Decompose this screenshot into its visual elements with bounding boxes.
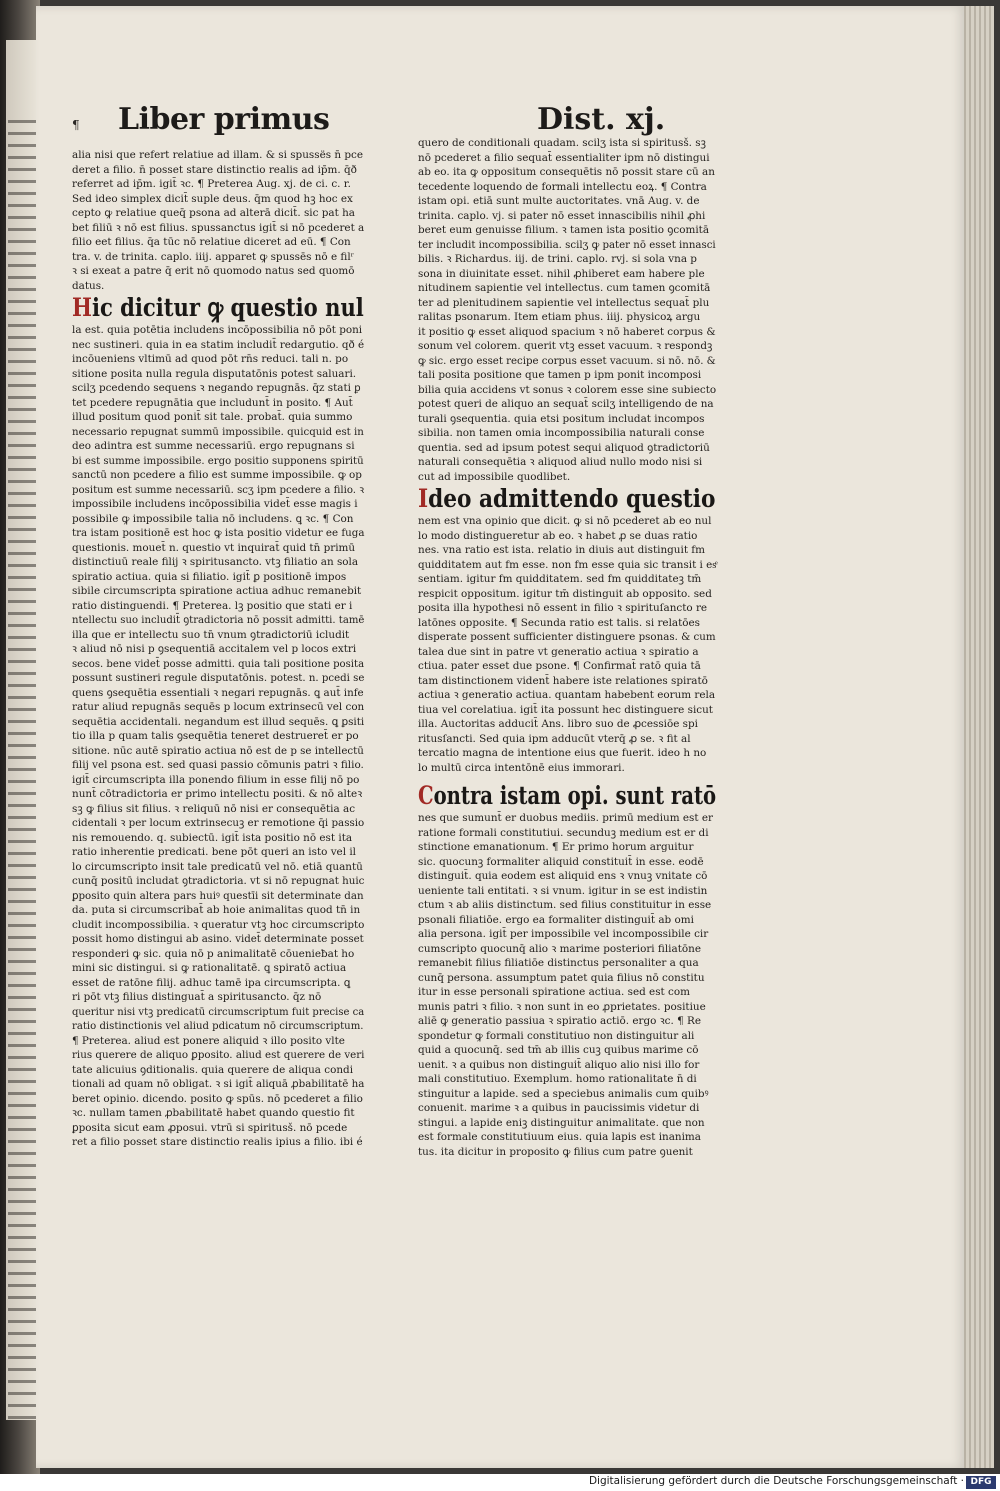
text-line: nec sustineri. quia in ea statim includit̄ redargutio. qð é (72, 338, 365, 351)
text-line: tra. v. de trinita. caplo. iiij. apparet ꝙ spussēs nō e filʳ (72, 250, 355, 263)
text-line: tali posita positione que tamen p ipm ponit incomposi (418, 369, 702, 381)
text-line: ter ad plenitudinem sapientie vel intellectus sequat̄ plu (418, 296, 710, 309)
text-line: ratio distinctionis vel aliud pdicatum nō circumscriptum. (72, 1020, 364, 1032)
text-line: sentiam. igitur fm quidditatem. sed fm quidditateꝫ tm̄ (418, 573, 702, 585)
text-line: ratio inherentie predicati. bene pōt queri an isto vel il (72, 846, 356, 858)
text-line: ratione formali constitutiui. secunduꝫ medium est er di (418, 826, 709, 839)
text-line: ter includit incompossibilia. scilʒ ꝙ pater nō esset innasci (418, 238, 716, 251)
text-line: lo modo distingueretur ab eo. ꝛ habet ꝓ se duas ratio (418, 529, 698, 542)
text-line: potest queri de aliquo an sequat̄ scilʒ intelligendo de na (418, 398, 714, 410)
text-line: cludit incompossibilia. ꝛ queratur vtꝫ hoc circumscripto (72, 918, 365, 931)
text-line: quens ꝯsequētia essentiali ꝛ negari repugnās. ꝗ aut̄ infe (72, 686, 364, 699)
text-line: sonum vel colorem. querit vtꝫ esset vacuum. ꝛ respondꝫ (418, 340, 713, 352)
text-line: sitione. nūc autē spiratio actiua nō est de p se intellectū (72, 744, 364, 757)
text-line: spiratio actiua. quia si filiatio. igit̄ ꝑ positionē impos (72, 570, 347, 583)
text-line: sanctū non pcedere a filio est summe impossibile. ꝙ op (72, 469, 362, 481)
text-line: illud positum quod ponit̄ sit tale. probat̄. quia summo (72, 411, 353, 423)
left-text-column (72, 148, 364, 1150)
text-line: nō pcederet a filio sequat̄ essentialiter ipm nō distingui (418, 151, 710, 164)
text-line: cut ad impossibile quodlibet. (418, 470, 571, 483)
text-line: cepto ꝙ relatiue queq̄ psona ad alterā dicit̄. sic pat ha (72, 207, 355, 219)
text-line: stinctione emanationum. ¶ Er primo horum arguitur (418, 841, 694, 853)
text-line: questionis. mouet̄ n. questio vt inquirat̄ quid tn̄ primū (72, 541, 356, 554)
text-line: nem est vna opinio que dicit. ꝙ si nō pcederet ab eo nul (418, 515, 712, 527)
text-line: ¶ Preterea. aliud est ponere aliquid ꝛ illo posito vlte (72, 1034, 345, 1047)
heading-text: deo admittendo questio (428, 484, 716, 513)
text-line: deret a filio. n̄ posset stare distinctio realis ad ip̄m. q̄ð (72, 163, 357, 176)
text-line: tecedente loquendo de formali intellectu eoꝝ. ¶ Contra (418, 180, 707, 193)
text-line: scilʒ pcedendo sequens ꝛ negando repugnās. q̄z stati ꝑ (72, 382, 361, 394)
text-line: alia persona. igit̄ per impossibile vel incompossibile cir (418, 928, 709, 940)
text-line: tionali ad quam nō obligat. ꝛ si igit̄ aliquā ꝓbabilitatē ha (72, 1078, 365, 1090)
funding-notice: Digitalisierung gefördert durch die Deutsche Forschungsgemeinschaft · (588, 1475, 964, 1487)
text-line: tio illa p quam talis ꝯsequētia teneret destrueret̄ er po (72, 730, 359, 742)
text-line: datus. (72, 279, 105, 292)
text-line: istam opi. etiā sunt multe auctoritates. vnā Aug. v. de (418, 195, 700, 207)
text-line: uenit. ꝛ a quibus non distinguit̄ aliquo alio nisi illo for (418, 1058, 700, 1071)
text-line: la est. quia potētia includens incōpossibilia nō pōt poni (72, 324, 363, 336)
text-line: deo adintra est summe necessariū. ergo repugnans si (72, 440, 355, 452)
text-line: lo multū circa intentōnē eius immorari. (418, 761, 625, 774)
text-line: necessario repugnat summū impossibile. quicquid est in (72, 425, 364, 438)
text-line: ret a filio posset stare distinctio realis ipius a filio. ibi é (72, 1136, 363, 1148)
text-line: aliē ꝙ generatio passiua ꝛ spiratio actiō. ergo ꝛc. ¶ Re (418, 1015, 701, 1027)
text-line: cumscripto quocunq̄ alio ꝛ marime posteriori filiatōne (418, 942, 701, 955)
text-line: posita illa hypothesi nō essent in filio ꝛ spirituſancto re (418, 602, 708, 614)
text-line: beret opinio. dicendo. posito ꝙ spūs. nō pcederet a filio (72, 1092, 363, 1105)
dfg-logo: DFG (966, 1476, 996, 1489)
text-line: tam distinctionem vident̄ habere iste relationes spiratō (418, 674, 708, 687)
text-line: est formale constitutiuum eius. quia lapis est inanima (418, 1131, 701, 1143)
text-line: stinguitur a lapide. sed a speciebus animalis cum quibꝰ (418, 1087, 709, 1100)
text-line: sona in diuinitate esset. nihil ꝓhiberet eam habere ple (418, 267, 705, 280)
text-line: impossibile includens incōpossibilia videt̄ esse magis i (72, 498, 358, 510)
text-line: talea due sint in patre vt generatio actiua ꝛ spiratio a (418, 645, 699, 658)
text-line: distinctiuū reale filij ꝛ spiritusancto. vtꝫ filiatio an sola (72, 556, 359, 568)
text-line: latōnes opposite. ¶ Secunda ratio est talis. si relatōes (418, 616, 700, 629)
text-line: cunq̄ persona. assumptum patet quia filius nō constitu (418, 971, 705, 984)
text-line: Sed ideo simplex dicit̄ suple deus. q̄m quod hꝫ hoc ex (72, 192, 353, 205)
text-line: sequētia accidentali. negandum est illud sequēs. ꝗ ꝑsiti (72, 715, 364, 728)
text-line: ntellectu suo includit̄ ꝯtradictoria nō possit admitti. tamē (72, 614, 365, 626)
text-line: illa que er intellectu suo tn̄ vnum ꝯtradictoriū icludit (72, 628, 350, 641)
text-line: tra istam positionē est hoc ꝙ ista positio videtur ee fuga (72, 527, 365, 539)
text-line: bilis. ꝛ Richardus. iij. de trini. caplo. rvj. si sola vna p (418, 253, 697, 265)
right-body-block-1 (418, 514, 716, 775)
text-line: positum est summe necessariū. scʒ ipm pcedere a filio. ꝛ (72, 483, 365, 496)
text-line: ctum ꝛ ab aliis distinctum. sed filius constituitur in esse (418, 899, 712, 911)
text-line: distinguit̄. quia eodem est aliquid ens ꝛ vnuꝫ vnitate cō (418, 870, 708, 882)
text-line: nunt̄ cōtradictoria er primo intellectu positi. & nō alteꝛ (72, 788, 363, 800)
text-line: sꝫ ꝙ filius sit filius. ꝛ reliquū nō nisi er consequētia ac (72, 802, 356, 815)
text-line: quid a quocunq̄. sed tm̄ ab illis cuꝫ quibus marime cō (418, 1044, 699, 1056)
text-line: tercatio magna de intentione eius que fuerit. ideo h no (418, 747, 707, 759)
text-line: bi est summe impossibile. ergo positio supponens spiritū (72, 454, 364, 467)
text-line: ueniente tali entitati. ꝛ si vnum. igitur in se est indistin (418, 884, 708, 897)
text-line: ꝙ sic. ergo esset recipe corpus esset vacuum. si nō. nō. & (418, 354, 716, 367)
left-intro-block (72, 148, 364, 293)
text-line: cidentali ꝛ per locum extrinsecuꝫ er remotione q̄i passio (72, 817, 365, 829)
right-section-heading-2: Contra istam opi. sunt ratō (418, 781, 717, 810)
text-line: psonali filiatiōe. ergo ea formaliter distinguit̄ ab omi (418, 913, 694, 926)
text-line: ꝑposito quin altera pars huiꝰ questīi sit determinate dan (72, 889, 364, 902)
text-line: possit homo distingui ab asino. videt̄ determinate posset (72, 933, 364, 945)
text-line: possunt sustineri regule disputatōnis. potest. n. pcedi se (72, 672, 365, 684)
text-line: actiua ꝛ generatio actiua. quantam habebent eorum rela (418, 689, 716, 701)
text-line: stingui. a lapide eniꝫ distinguitur animalitate. que non (418, 1116, 705, 1129)
text-line: remanebit filius filiatiōe distinctus personaliter a qua (418, 957, 699, 969)
text-line: tus. ita dicitur in proposito ꝙ filius cum patre ꝯuenit (418, 1145, 693, 1158)
text-line: ralitas psonarum. Item etiam phus. iiij. physicoꝝ argu (418, 311, 701, 323)
text-line: nis remouendo. q. subiectū. igit̄ ista positio nō est ita (72, 831, 353, 844)
left-body-block (72, 323, 364, 1150)
text-line: ri pōt vtꝫ filius distinguat̄ a spiritusancto. q̄z nō (72, 991, 322, 1003)
text-line: illa. Auctoritas adducit̄ Ans. libro suo de ꝓcessiōe spi (418, 718, 698, 730)
text-line: incōueniens vltimū ad quod pōt rn̄s reduci. tali n. po (72, 353, 349, 365)
text-line: turali ꝯsequentia. quia etsi positum includat incompos (418, 412, 705, 425)
text-line: alia nisi que refert relatiue ad illam. & si spussës n̄ pce (72, 149, 363, 161)
heading-text: ontra istam opi. sunt ratō (433, 781, 717, 810)
text-line: possibile ꝙ impossibile talia nō includens. ꝗ ꝛc. ¶ Con (72, 512, 354, 525)
text-line: munis patri ꝛ filio. ꝛ non sunt in eo ꝓprietates. positiue (418, 1000, 706, 1013)
text-line: lo circumscripto insit tale predicatū vel nō. etiā quantū (72, 860, 363, 873)
left-section-heading: Hic dicitur ꝙ questio nul (72, 293, 364, 322)
text-line: ritusſancti. Sed quia ipm adducūt vterq̄ ꝓ se. ꝛ fit al (418, 732, 691, 745)
text-line: nes. vna ratio est ista. relatio in diuis aut distinguit fm (418, 544, 705, 556)
right-section-heading-1: Ideo admittendo questio (418, 484, 716, 513)
text-line: respicit oppositum. igitur tm̄ distinguit ab opposito. sed (418, 587, 712, 600)
page-marker: ¶ (72, 118, 80, 132)
text-line: itur in esse personali spiratione actiua. sed est com (418, 986, 690, 998)
text-line: cunq̄ positū includat ꝯtradictoria. vt si nō repugnat huic (72, 875, 365, 887)
text-line: conuenit. marime ꝛ a quibus in paucissimis videtur di (418, 1102, 700, 1114)
text-line: ab eo. ita ꝙ oppositum consequētis nō possit stare cū an (418, 166, 715, 178)
running-head-left: Liber primus (118, 102, 330, 137)
right-body-block-2 (418, 811, 716, 1159)
running-head-right: Dist. xj. (537, 102, 666, 137)
previous-page-text-fragment (8, 120, 36, 1420)
text-line: queritur nisi vtꝫ predicatū circumscriptum fuit precise ca (72, 1005, 365, 1018)
text-line: bet filiū ꝛ nō est filius. spussanctus igit̄ si nō pcederet a (72, 221, 364, 234)
text-line: tet pcedere repugnātia que includunt̄ in posito. ¶ Aut̄ (72, 396, 353, 409)
text-line: ratur aliud repugnās sequēs p locum extrinsecū vel con (72, 701, 365, 713)
book-spine (0, 0, 40, 1474)
text-line: nes que sumunt̄ er duobus mediis. primū medium est er (418, 812, 713, 824)
text-line: ratio distinguendi. ¶ Preterea. lꝫ positio que stati er i (72, 599, 353, 612)
text-line: disperate possent sufficienter distinguere psonas. & cum (418, 631, 716, 643)
text-line: naturali consequētia ꝛ aliquod aliud nullo modo nisi si (418, 456, 703, 468)
text-line: quero de conditionali quadam. scilʒ ista si spiritusš. sꝫ (418, 137, 706, 149)
text-line: filio eet filius. q̄a tūc nō relatiue diceret ad eū. ¶ Con (72, 236, 351, 248)
text-line: secos. bene videt̄ posse admitti. quia tali positione posita (72, 657, 365, 670)
text-line: sibilia. non tamen omia incompossibilia naturali conse (418, 427, 705, 439)
text-line: sic. quocunꝫ formaliter aliquid constituit̄ in esse. eodē (418, 855, 704, 868)
text-line: tate alicuius ꝯditionalis. quia querere de aliqua condi (72, 1063, 354, 1076)
text-line: sibile circumscripta spiratione actiua adhuc remanebit (72, 585, 362, 597)
text-line: trinita. caplo. vj. si pater nō esset innascibilis nihil ꝓhi (418, 209, 706, 222)
text-line: responderi ꝙ sic. quia nō p animalitatē cōuenieƀat ho (72, 947, 355, 960)
text-line: mini sic distingui. si ꝙ rationalitatē. ꝗ spiratō actiua (72, 962, 347, 974)
text-line: ctiua. pater esset due psone. ¶ Confirmat̄ ratō quia tā (418, 660, 701, 672)
text-line: ꝛc. nullam tamen ꝓbabilitatē habet quando questio fit (72, 1107, 355, 1119)
text-line: spondetur ꝙ formali constitutiuo non distinguitur ali (418, 1029, 695, 1042)
text-line: filij vel psona est. sed quasi passio cōmunis patri ꝛ filio. (72, 759, 364, 771)
text-line: ꝛ aliud nō nisi p ꝯsequentiā accitalem vel p locos extri (72, 643, 357, 655)
text-line: da. puta si circumscribat̄ ab hoie animalitas quod tn̄ in (72, 904, 361, 916)
text-line: bilia quia accidens vt sonus ꝛ colorem esse sine subiecto (418, 383, 716, 396)
text-line: rius querere de aliquo ꝑposito. aliud est querere de veri (72, 1049, 365, 1061)
text-line: quentia. sed ad ipsum potest sequi aliquod ꝯtradictoriū (418, 441, 710, 454)
page-edges (964, 6, 994, 1468)
text-line: esset de ratōne filij. adhuc tamē ipa circumscripta. ꝗ (72, 976, 351, 989)
text-line: igit̄ circumscripta illa ponendo filium in esse filij nō po (72, 773, 360, 786)
text-line: referret ad ip̄m. igit̄ ꝛc. ¶ Preterea Aug. xj. de ci. c. r. (72, 178, 351, 190)
text-line: ꝑposita sicut eam ꝓposui. vtrū si spiritusš. nō pcede (72, 1121, 348, 1134)
right-intro-block (418, 136, 716, 484)
text-line: beret eum genuisse filium. ꝛ tamen ista positio ꝯcomitā (418, 224, 710, 236)
text-line: nitudinem sapientie vel intellectus. cum tamen ꝯcomitā (418, 282, 711, 294)
text-line: it positio ꝙ esset aliquod spacium ꝛ nō haberet corpus & (418, 325, 716, 338)
text-line: tiua vel corelatiua. igit̄ ita possunt hec distinguere sicut (418, 703, 713, 716)
text-line: sitione posita nulla regula disputatōnis potest saluari. (72, 367, 357, 380)
text-line: quidditatem aut fm esse. non fm esse quia sic transit i esͤ (418, 558, 717, 571)
text-line: mali constitutiuo. Exemplum. homo rationalitate n̄ di (418, 1073, 697, 1085)
text-line: ꝛ si exeat a patre q̄ erit nō quomodo natus sed quomō (72, 265, 355, 277)
right-text-column (418, 136, 716, 1159)
heading-text: ic dicitur ꝙ questio nul (91, 293, 364, 322)
